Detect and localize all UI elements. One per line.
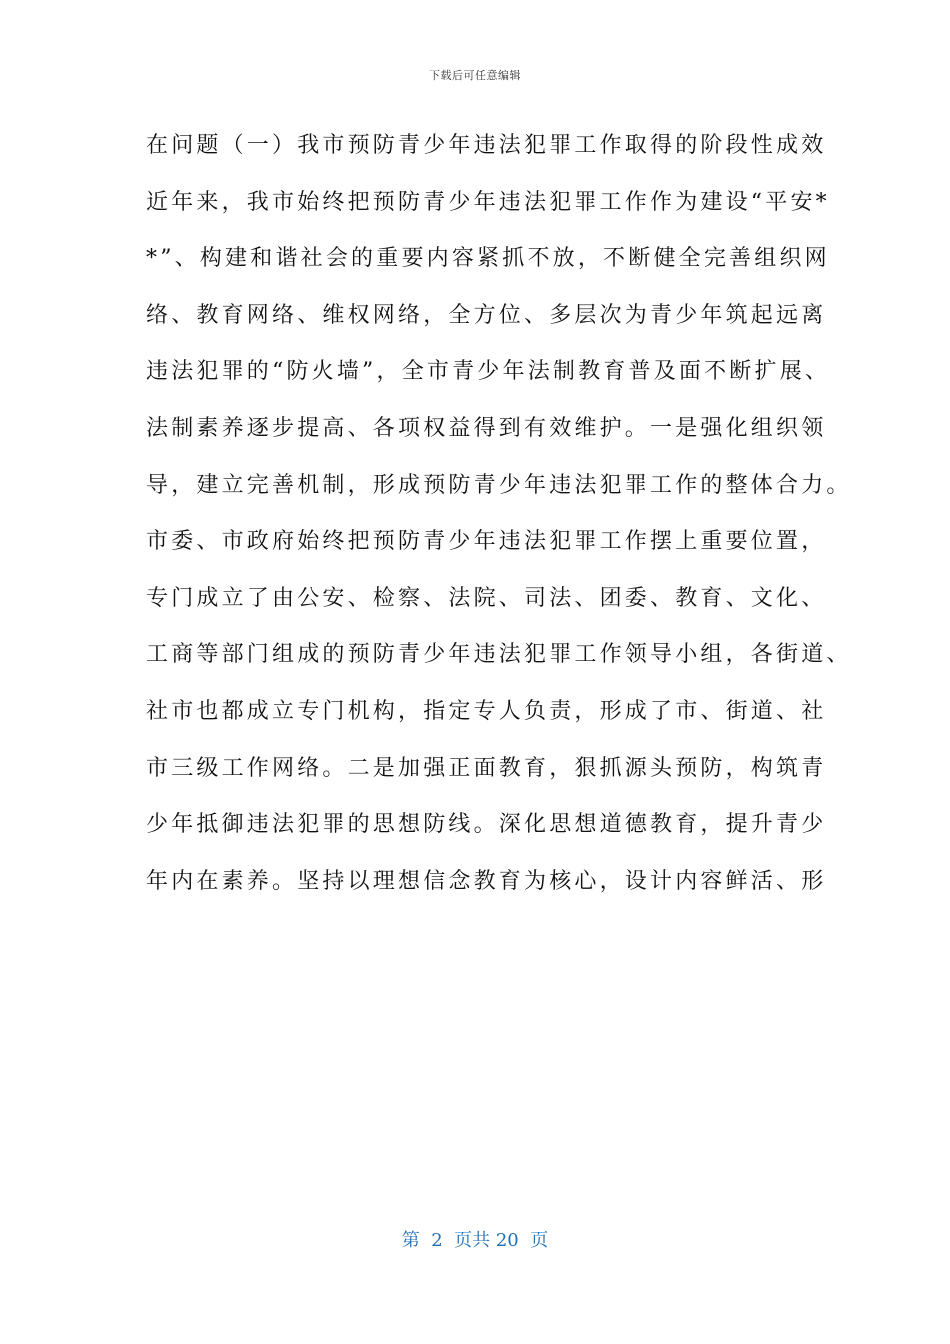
text-line: *”、构建和谐社会的重要内容紧抓不放，不断健全完善组织网 xyxy=(146,246,830,272)
document-body xyxy=(146,118,852,910)
text-line: 络、教育网络、维权网络，全方位、多层次为青少年筑起远离 xyxy=(146,302,827,328)
text-line: 违法犯罪的“防火墙”，全市青少年法制教育普及面不断扩展、 xyxy=(146,359,831,385)
page-number-footer: 第 2 页共 20 页 xyxy=(401,1230,549,1251)
text-line: 年内在素养。坚持以理想信念教育为核心，设计内容鲜活、形 xyxy=(146,868,827,894)
text-line: 导，建立完善机制，形成预防青少年违法犯罪工作的整体合力。 xyxy=(146,472,852,498)
text-line: 社市也都成立专门机构，指定专人负责，形成了市、街道、社 xyxy=(146,698,827,724)
text-line: 在问题（一）我市预防青少年违法犯罪工作取得的阶段性成效 xyxy=(146,133,827,158)
text-line: 工商等部门组成的预防青少年违法犯罪工作领导小组，各街道、 xyxy=(146,642,852,668)
page-header-note: 下载后可任意编辑 xyxy=(429,69,521,82)
text-line: 少年抵御违法犯罪的思想防线。深化思想道德教育，提升青少 xyxy=(146,812,827,838)
text-line: 专门成立了由公安、检察、法院、司法、团委、教育、文化、 xyxy=(146,585,827,611)
text-line: 法制素养逐步提高、各项权益得到有效维护。一是强化组织领 xyxy=(146,415,827,441)
text-line: 近年来，我市始终把预防青少年违法犯罪工作作为建设“平安* xyxy=(146,189,830,215)
text-line: 市委、市政府始终把预防青少年违法犯罪工作摆上重要位置， xyxy=(146,529,827,555)
text-line: 市三级工作网络。二是加强正面教育，狠抓源头预防，构筑青 xyxy=(146,755,827,781)
